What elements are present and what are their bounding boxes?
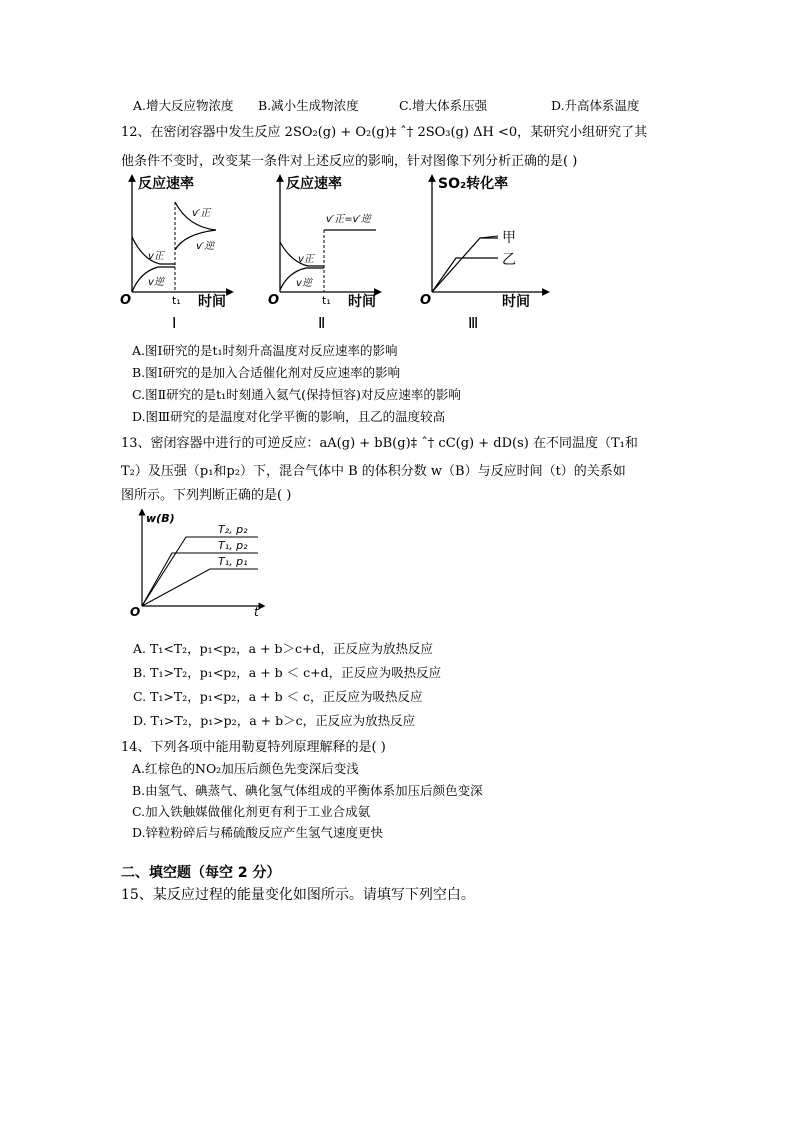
yi-curve [432,258,498,292]
q13-graph [128,506,268,618]
y-label: w(B) [146,512,175,525]
v-zheng-label: v正 [298,254,314,265]
jia-curve [432,238,498,292]
q14-option-d: D.锌粒粉碎后与稀硫酸反应产生氢气速度更快 [132,825,384,840]
q12-option-c: C.图Ⅱ研究的是t₁时刻通入氦气(保持恒容)对反应速率的影响 [132,387,461,402]
origin: O [120,293,132,308]
q12-stem-line1: 12、在密闭容器中发生反应 2SO₂(g) + O₂(g)‡ ˆ† 2SO₃(g) ΔH <0，某研究小组研究了其 [121,125,648,140]
x-label: 时间 [198,294,226,310]
q12-stem-line2: 他条件不变时，改变某一条件对上述反应的影响，针对图像下列分析正确的是( ) [121,154,578,169]
q12-graph-1 [118,172,238,334]
q12-option-d: D.图Ⅲ研究的是温度对化学平衡的影响，且乙的温度较高 [132,409,446,424]
x-label: 时间 [348,294,376,310]
origin: O [268,293,280,308]
v-zheng-label: v正 [148,251,164,262]
q13-option-d: D. T₁>T₂，p₁>p₂，a + b＞c，正反应为放热反应 [133,713,416,728]
t1-label: t₁ [322,294,331,307]
q13-stem-line2: T₂）及压强（p₁和p₂）下，混合气体中 B 的体积分数 w（B）与反应时间（t）的关系如 [121,464,626,479]
y-label: SO₂转化率 [438,176,509,192]
q12-option-a: A.图Ⅰ研究的是t₁时刻升高温度对反应速率的影响 [132,343,398,358]
y-label: 反应速率 [286,176,342,192]
label-t2-p2: T₂, p₂ [218,523,248,536]
section-2-heading: 二、填空题（每空 2 分） [121,865,281,881]
q11-option-a: A.增大反应物浓度 [133,98,234,113]
v-ni-label: v逆 [296,278,312,289]
label-t1-p1: T₁, p₁ [218,555,248,568]
roman-label: Ⅱ [318,314,326,332]
q11-option-b: B.减小生成物浓度 [258,98,359,113]
q14-option-b: B.由氢气、碘蒸气、碘化氢气体组成的平衡体系加压后颜色变深 [132,783,483,798]
v-zheng-prime-label: v′正 [192,208,211,219]
q13-option-c: C. T₁>T₂，p₁<p₂，a + b ＜ c，正反应为吸热反应 [133,689,423,704]
q13-option-b: B. T₁>T₂，p₁<p₂，a + b ＜ c+d，正反应为吸热反应 [133,665,442,680]
jia-label: 甲 [502,230,516,246]
q11-option-c: C.增大体系压强 [399,98,488,113]
q14-option-a: A.红棕色的NO₂加压后颜色先变深后变浅 [132,761,359,776]
q14-option-c: C.加入铁触媒做催化剂更有利于工业合成氨 [132,804,371,819]
origin: O [130,605,141,618]
v-ni-label: v逆 [148,277,164,288]
q13-stem-line1: 13、密闭容器中进行的可逆反应：aA(g) + bB(g)‡ ˆ† cC(g) + dD(s) 在不同温度（T₁和 [121,436,638,451]
q15-stem: 15、某反应过程的能量变化如图所示。请填写下列空白。 [121,887,475,903]
label-t1-p2: T₁, p₂ [218,539,248,552]
q13-stem-line3: 图所示。下列判断正确的是( ) [121,488,292,503]
x-label: 时间 [502,294,530,310]
t1-label: t₁ [172,294,181,307]
q13-option-a: A. T₁<T₂，p₁<p₂，a + b＞c+d，正反应为放热反应 [133,641,433,656]
q12-graph-3 [418,172,558,334]
v-eq-label: v′正=v′逆 [326,214,371,225]
x-label: t [254,605,259,618]
q12-graph-2 [266,172,386,334]
roman-label: Ⅰ [172,314,177,332]
q14-stem: 14、下列各项中能用勒夏特列原理解释的是( ) [121,740,386,755]
yi-label: 乙 [502,252,516,268]
q12-option-b: B.图Ⅰ研究的是加入合适催化剂对反应速率的影响 [132,365,401,380]
roman-label: Ⅲ [468,314,479,332]
y-label: 反应速率 [138,176,194,192]
v-ni-prime-label: v′逆 [196,241,215,252]
origin: O [420,293,432,308]
q11-option-d: D.升高体系温度 [551,98,640,113]
